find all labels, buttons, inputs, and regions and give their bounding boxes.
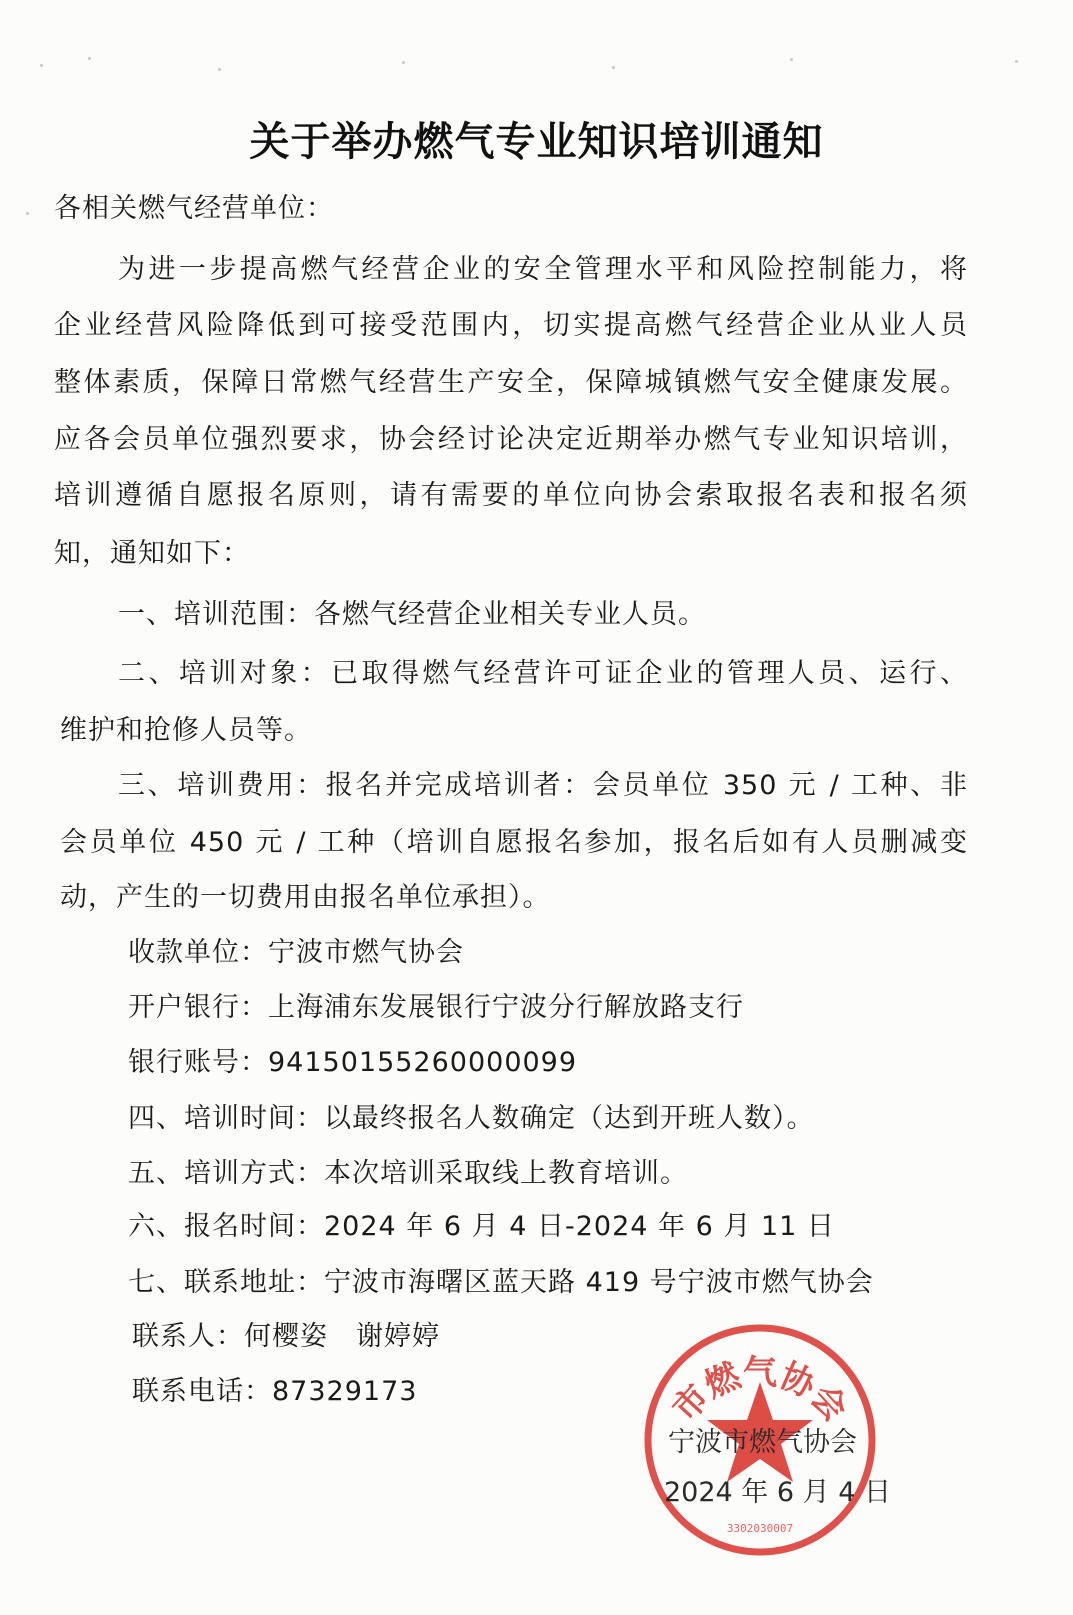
seal-number: 3302030007 xyxy=(726,1522,794,1535)
scan-speck xyxy=(612,66,615,69)
payee: 收款单位：宁波市燃气协会 xyxy=(128,937,464,968)
signer-date: 2024 年 6 月 4 日 xyxy=(664,1477,891,1508)
item-fee-cont: 动，产生的一切费用由报名单位承担）。 xyxy=(60,882,551,913)
item-audience: 二、培训对象：已取得燃气经营许可证企业的管理人员、运行、 xyxy=(118,658,968,689)
scan-speck xyxy=(790,58,793,61)
account: 银行账号：94150155260000099 xyxy=(128,1047,578,1078)
item-time: 四、培训时间：以最终报名人数确定（达到开班人数）。 xyxy=(128,1103,815,1134)
intro-line: 为进一步提高燃气经营企业的安全管理水平和风险控制能力，将 xyxy=(118,254,968,285)
phone: 联系电话：87329173 xyxy=(132,1376,418,1407)
item-registration: 六、报名时间：2024 年 6 月 4 日-2024 年 6 月 11 日 xyxy=(128,1211,835,1242)
salutation: 各相关燃气经营单位： xyxy=(54,193,334,224)
seal-arc-text: 市燃气协会 xyxy=(665,1353,855,1430)
item-audience-cont: 维护和抢修人员等。 xyxy=(60,715,312,746)
intro-line: 应各会员单位强烈要求，协会经讨论决定近期举办燃气专业知识培训， xyxy=(54,424,968,455)
scan-speck xyxy=(402,61,405,64)
contacts: 联系人：何樱姿 谢婷婷 xyxy=(132,1321,440,1352)
scan-speck xyxy=(88,57,91,60)
item-fee: 三、培训费用：报名并完成培训者：会员单位 350 元 / 工种、非 xyxy=(118,770,968,801)
scan-speck xyxy=(1015,60,1018,63)
bank: 开户银行：上海浦东发展银行宁波分行解放路支行 xyxy=(128,992,744,1023)
intro-line: 企业经营风险降低到可接受范围内，切实提高燃气经营企业从业人员 xyxy=(54,310,968,341)
scan-speck xyxy=(40,64,43,67)
signer-org: 宁波市燃气协会 xyxy=(668,1427,857,1458)
intro-line: 培训遵循自愿报名原则，请有需要的单位向协会索取报名表和报名须 xyxy=(54,480,968,511)
item-fee-cont: 会员单位 450 元 / 工种（培训自愿报名参加，报名后如有人员删减变 xyxy=(60,827,968,858)
scan-speck xyxy=(26,212,29,215)
page-title: 关于举办燃气专业知识培训通知 xyxy=(249,118,824,165)
item-address: 七、联系地址：宁波市海曙区蓝天路 419 号宁波市燃气协会 xyxy=(128,1267,874,1298)
item-method: 五、培训方式：本次培训采取线上教育培训。 xyxy=(128,1158,688,1189)
scan-speck xyxy=(218,68,221,71)
intro-line: 整体素质，保障日常燃气经营生产安全，保障城镇燃气安全健康发展。 xyxy=(54,367,968,398)
item-scope: 一、培训范围：各燃气经营企业相关专业人员。 xyxy=(118,599,706,630)
intro-line: 知，通知如下： xyxy=(54,538,250,569)
